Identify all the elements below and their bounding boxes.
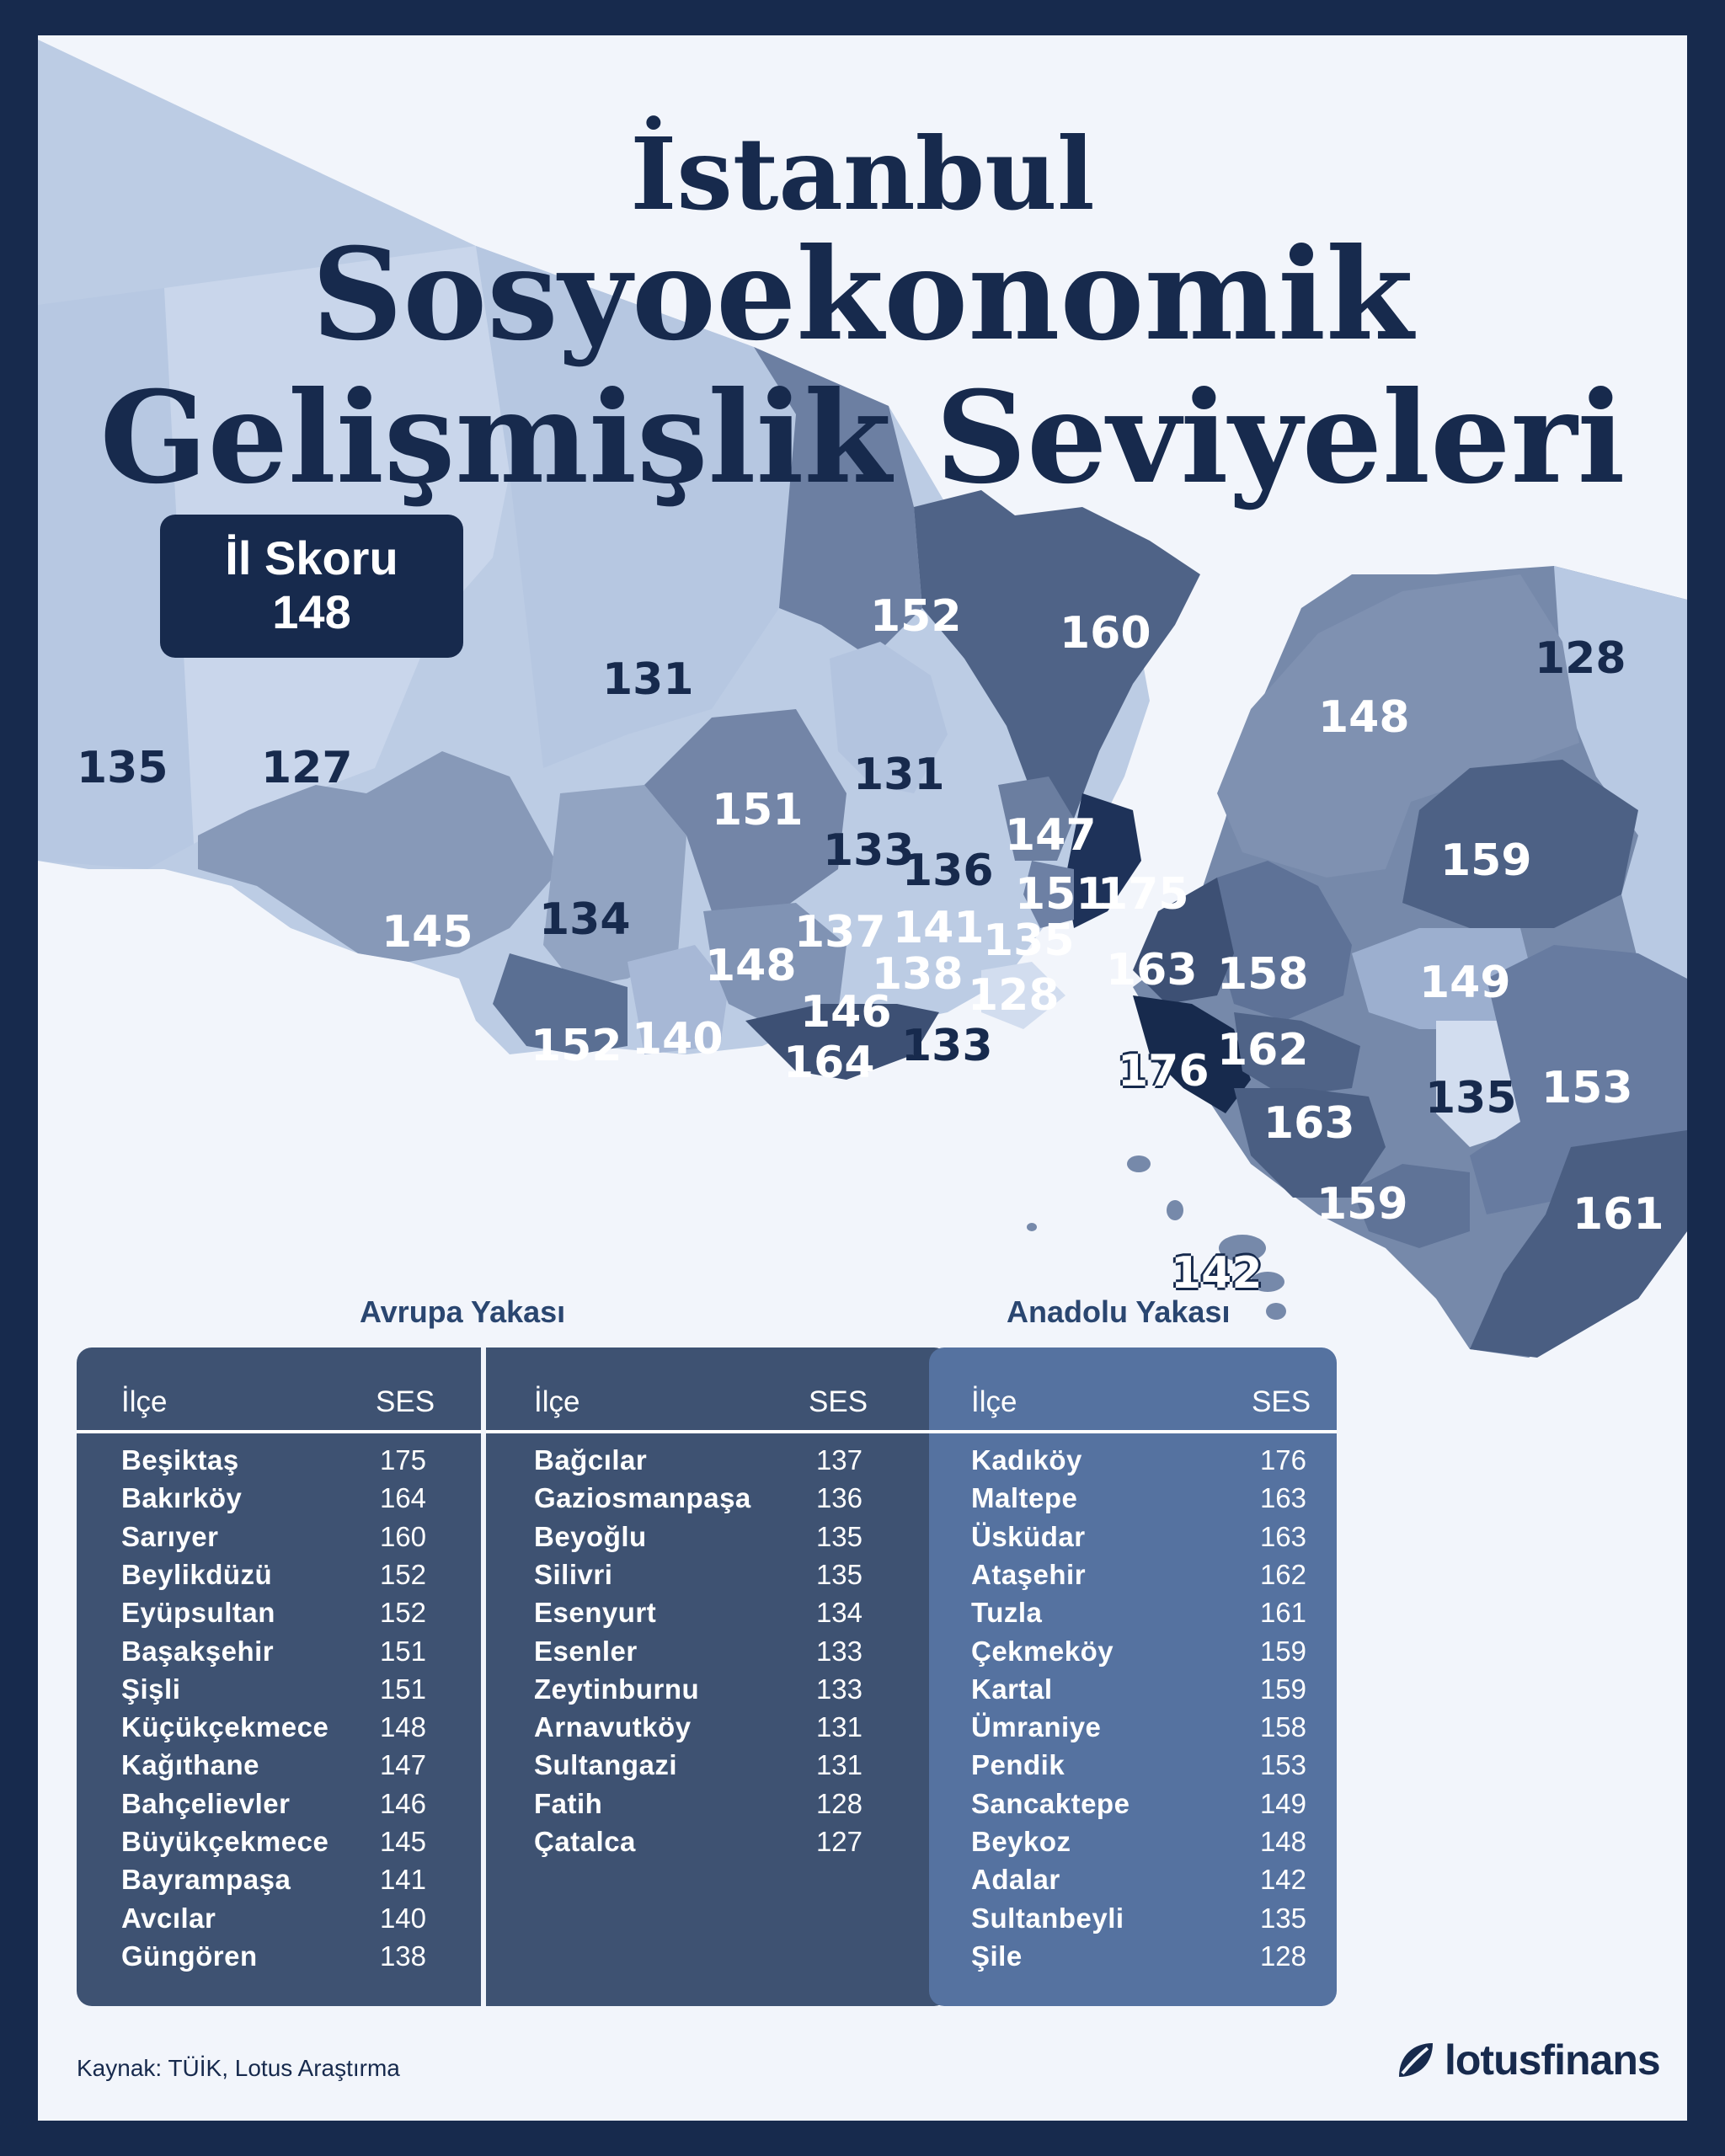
map-label-gaziosmanpasa: 136 [902,846,994,896]
title-line-2: Sosyoekonomik [311,221,1414,369]
table-row-district: Bahçelievler [121,1787,291,1819]
map-label-adalar: 142 [1171,1248,1263,1299]
brand-logo [1394,2036,1660,2084]
brand-name: lotusfinans [1445,2036,1660,2084]
table-row-district: Beylikdüzü [121,1558,273,1590]
table-row-ses: 140 [379,1902,426,1934]
table-row-ses: 133 [815,1673,862,1705]
map-label-esenler: 133 [823,825,915,876]
map-label-bagcilar: 137 [794,907,886,958]
table-row-district: Bağcılar [534,1444,648,1476]
map-label-buyukcekmece: 145 [382,907,473,958]
table-row-district: Sarıyer [121,1520,219,1552]
header-rule [486,1430,949,1433]
title-line-3: Gelişmişlik Seviyeleri [99,364,1626,512]
table-row-ses: 148 [1259,1826,1306,1857]
map-label-beykoz: 148 [1318,692,1410,743]
map-label-kucukcekmece: 148 [705,941,797,991]
map-label-tuzla: 161 [1573,1189,1664,1240]
table-row-ses: 151 [379,1635,426,1667]
island-1 [1127,1155,1151,1172]
table-row-ses: 164 [379,1482,426,1514]
table-divider [481,1348,486,2006]
table-row-ses: 133 [815,1635,862,1667]
infographic-frame [38,35,1687,2121]
map-label-bahcelievler: 146 [800,987,892,1038]
table-row-district: Kartal [971,1673,1053,1705]
table-row-ses: 135 [815,1520,862,1552]
header-rule [929,1430,1337,1433]
map-label-sile: 128 [1535,633,1626,684]
table-row-ses: 152 [379,1597,426,1629]
europe-col1-score-header: SES [376,1385,435,1418]
map-label-gungoren: 138 [872,949,964,1000]
source-note: Kaynak: TÜİK, Lotus Araştırma [77,2055,400,2081]
map-label-kartal: 159 [1316,1179,1408,1230]
table-row-ses: 149 [1259,1787,1306,1819]
table-row-ses: 161 [1259,1597,1306,1629]
map-label-sisli: 151 [1015,869,1107,920]
map-label-besiktas: 175 [1097,869,1189,920]
city-score-value: 148 [272,585,351,638]
map-label-eyupsultan: 152 [870,591,962,642]
table-row-ses: 160 [379,1520,426,1552]
table-row-district: Kağıthane [121,1749,260,1781]
table-row-ses: 136 [815,1482,862,1514]
map-label-esenyurt: 134 [539,894,631,945]
table-row-district: Çekmeköy [971,1635,1114,1667]
map-label-uskudar: 163 [1106,945,1198,995]
map-label-umraniye: 158 [1217,949,1309,1000]
map-label-beyoglu: 135 [983,915,1075,966]
table-row-ses: 145 [379,1826,426,1857]
table-row-ses: 163 [1259,1520,1306,1552]
city-score-box [160,515,463,658]
map-label-sultangazi: 131 [853,750,945,800]
island-5 [1266,1303,1286,1320]
map-label-avcilar: 140 [632,1014,724,1065]
table-row-ses: 175 [379,1444,426,1476]
map-label-pendik: 153 [1541,1063,1633,1113]
map-label-beylikduzu: 152 [531,1021,622,1071]
asia-district-header: İlçe [971,1385,1017,1418]
table-row-ses: 141 [379,1864,426,1896]
table-row-district: Ataşehir [971,1558,1087,1590]
section-europe-title: Avrupa Yakası [360,1294,566,1329]
table-row-district: Sultanbeyli [971,1902,1124,1934]
table-row-district: Maltepe [971,1482,1078,1514]
table-row-district: Eyüpsultan [121,1597,275,1629]
map-label-kadikoy: 176 [1118,1046,1210,1097]
europe-col1-district-header: İlçe [121,1385,168,1418]
title-line-1: İstanbul [630,115,1095,232]
europe-col2-district-header: İlçe [534,1385,580,1418]
table-row-district: Silivri [534,1558,613,1590]
map-label-sariyer: 160 [1060,608,1151,659]
table-row-ses: 128 [815,1787,862,1819]
table-row-ses: 128 [1259,1940,1306,1972]
table-row-district: Tuzla [971,1597,1043,1629]
table-row-ses: 131 [815,1749,862,1781]
table-row-ses: 134 [815,1597,862,1629]
table-row-district: Güngören [121,1940,258,1972]
table-row-district: Esenyurt [534,1597,657,1629]
table-row-district: Çatalca [534,1826,636,1857]
header-rule [77,1430,481,1433]
table-row-district: Fatih [534,1787,603,1819]
table-row-ses: 151 [379,1673,426,1705]
table-row-ses: 162 [1259,1558,1306,1590]
table-row-district: Bayrampaşa [121,1864,291,1896]
map-label-fatih: 128 [968,970,1060,1021]
table-row-district: Sancaktepe [971,1787,1130,1819]
table-row-district: Başakşehir [121,1635,275,1667]
table-row-ses: 135 [815,1558,862,1590]
table-row-district: Şile [971,1940,1023,1972]
section-asia-title: Anadolu Yakası [1007,1294,1231,1329]
table-row-district: Beşiktaş [121,1444,239,1476]
table-row-district: Gaziosmanpaşa [534,1482,751,1514]
table-row-district: Beykoz [971,1826,1071,1857]
table-row-ses: 148 [379,1711,426,1743]
table-row-ses: 158 [1259,1711,1306,1743]
island-6 [1027,1223,1037,1231]
europe-col2-score-header: SES [809,1385,868,1418]
table-row-district: Arnavutköy [534,1711,692,1743]
table-row-district: Büyükçekmece [121,1826,329,1857]
table-row-ses: 146 [379,1787,426,1819]
table-row-district: Bakırköy [121,1482,243,1514]
europe-table [77,1348,949,2006]
table-row-district: Şişli [121,1673,181,1705]
table-row-ses: 152 [379,1558,426,1590]
table-row-district: Üsküdar [971,1520,1086,1552]
table-row-district: Pendik [971,1749,1065,1781]
table-row-ses: 135 [1259,1902,1306,1934]
asia-table [929,1348,1337,2006]
table-row-ses: 142 [1259,1864,1306,1896]
table-row-district: Beyoğlu [534,1520,647,1552]
table-row-district: Ümraniye [971,1711,1102,1743]
map-label-zeytinburnu: 133 [901,1021,993,1071]
table-row-district: Zeytinburnu [534,1673,700,1705]
map-label-basaksehir: 151 [712,785,804,835]
table-row-ses: 176 [1259,1444,1306,1476]
table-row-district: Esenler [534,1635,638,1667]
table-row-ses: 131 [815,1711,862,1743]
table-row-ses: 159 [1259,1673,1306,1705]
table-row-ses: 163 [1259,1482,1306,1514]
lotus-leaf-icon [1394,2038,1438,2082]
map-label-bakirkoy: 164 [783,1038,875,1088]
table-row-ses: 159 [1259,1635,1306,1667]
table-row-ses: 153 [1259,1749,1306,1781]
island-2 [1167,1200,1183,1220]
map-label-arnavutkoy: 131 [602,654,694,705]
table-row-district: Adalar [971,1864,1060,1896]
table-row-ses: 138 [379,1940,426,1972]
table-row-ses: 127 [815,1826,862,1857]
table-row-district: Avcılar [121,1902,216,1934]
map-label-bayrampasa: 141 [893,903,985,953]
map-label-sancaktepe: 149 [1419,958,1511,1008]
map-label-catalca: 127 [261,743,353,793]
table-row-ses: 147 [379,1749,426,1781]
table-row-ses: 137 [815,1444,862,1476]
city-score-label: İl Skoru [225,531,398,584]
map-label-sultanbeyli: 135 [1425,1073,1517,1123]
map-label-maltepe: 163 [1263,1098,1355,1149]
table-row-district: Küçükçekmece [121,1711,329,1743]
map-label-kagithane: 147 [1005,810,1097,861]
map-label-atasehir: 162 [1217,1025,1309,1075]
map-label-silivri: 135 [77,743,168,793]
table-row-district: Sultangazi [534,1749,678,1781]
map-label-cekmekoy: 159 [1440,835,1532,886]
table-row-district: Kadıköy [971,1444,1082,1476]
asia-score-header: SES [1252,1385,1311,1418]
